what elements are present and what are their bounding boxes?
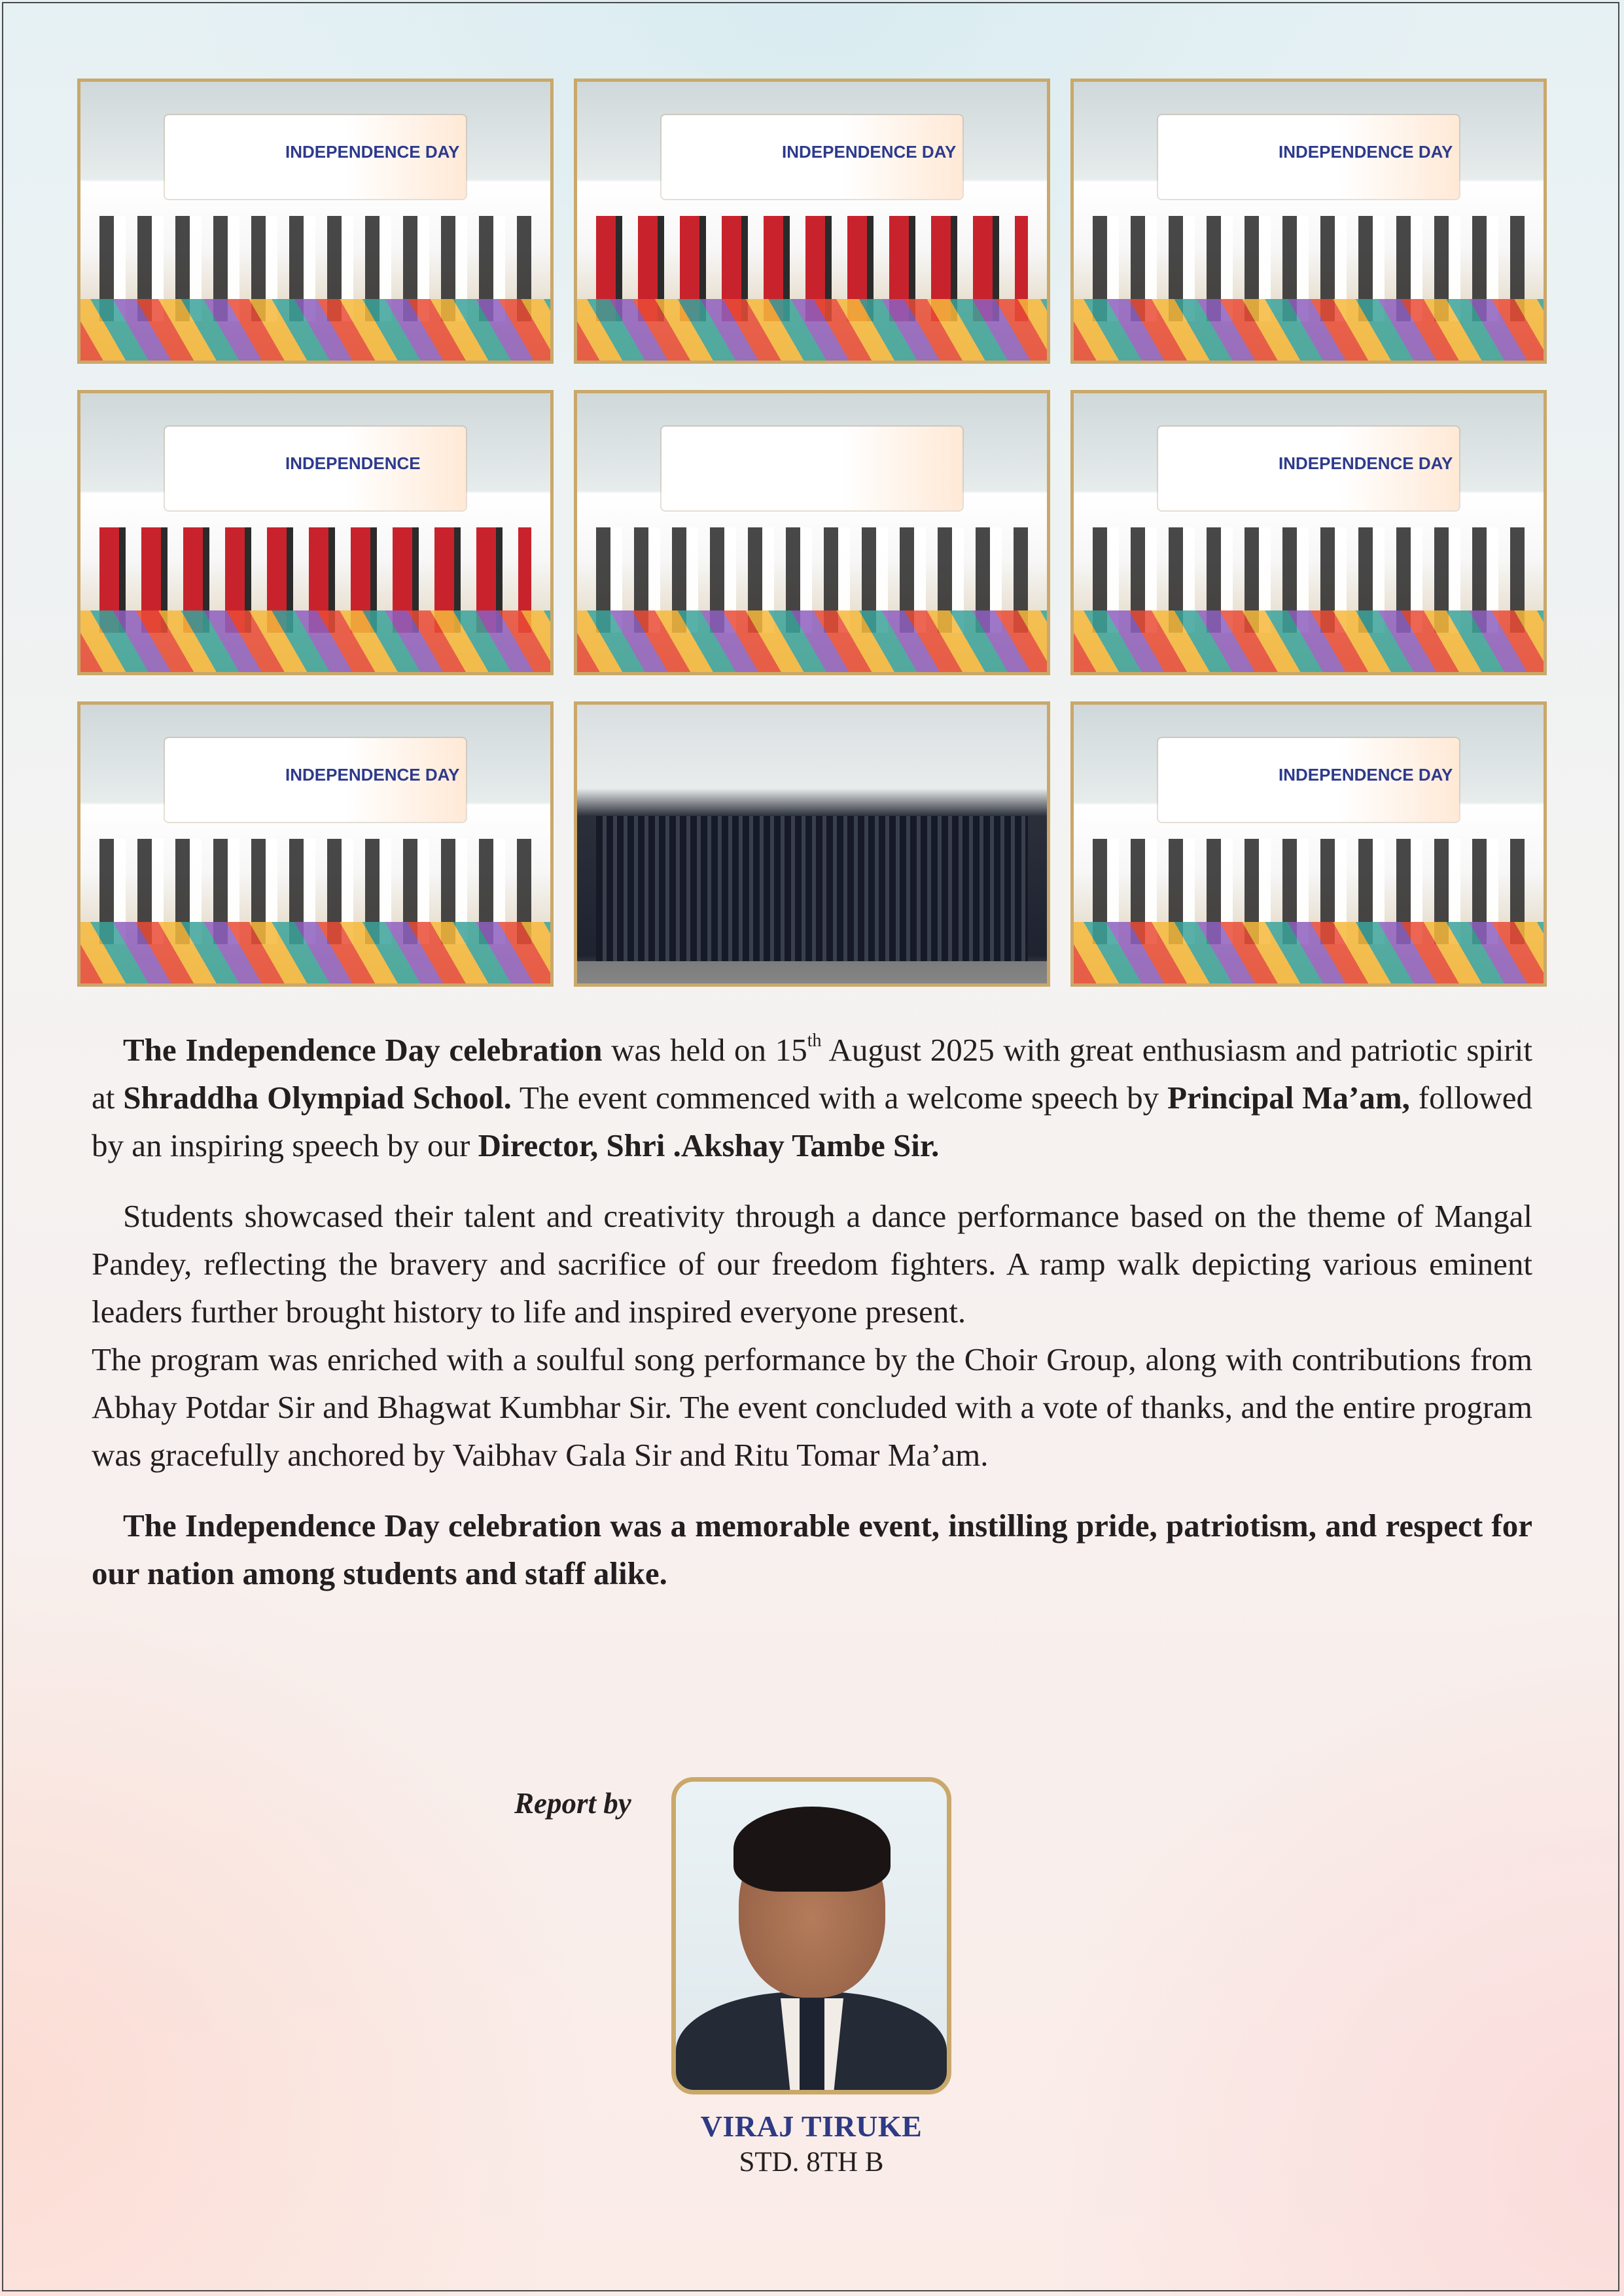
photo-banner bbox=[165, 115, 466, 199]
hair bbox=[733, 1807, 891, 1892]
stage-carpet bbox=[80, 922, 550, 983]
ordinal-suffix: th bbox=[807, 1031, 822, 1051]
banner-text: INDEPENDENCE DAY bbox=[1279, 765, 1453, 785]
banner-text: INDEPENDENCE DAY bbox=[1279, 453, 1453, 473]
paragraph-intro bbox=[92, 1026, 1532, 1169]
article-body bbox=[92, 1026, 1532, 1597]
highlight-text: The Independence Day celebration bbox=[123, 1032, 603, 1068]
reporter-class: STD. 8TH B bbox=[739, 2147, 884, 2178]
photo-banner bbox=[1158, 427, 1459, 510]
event-photo bbox=[1070, 79, 1547, 364]
paragraph-performances: Students showcased their talent and creativity through a dance performance based on the theme of Mangal Pandey, reflecting the bravery and sacrifice of our freedom fighters. A ramp walk depicting various eminent leaders further brought history to life and inspired everyone present. bbox=[92, 1198, 1532, 1330]
paragraph-program: The program was enriched with a soulful song performance by the Choir Group, along with contributions from Abhay Potdar Sir and Bhagwat Kumbhar Sir. The event concluded with a vote of thanks, and the entire program was gracefully anchored by Vaibhav Gala Sir and Ritu Tomar Ma’am. bbox=[92, 1341, 1532, 1473]
event-photo bbox=[77, 79, 554, 364]
event-photo bbox=[574, 79, 1050, 364]
reporter-photo bbox=[671, 1777, 951, 2094]
stage-carpet bbox=[577, 299, 1047, 361]
banner-text: INDEPENDENCE DAY bbox=[782, 142, 957, 162]
photo-banner bbox=[165, 427, 466, 510]
director-name: Director, Shri .Akshay Tambe Sir. bbox=[478, 1127, 940, 1163]
assembly-students bbox=[596, 816, 1029, 961]
ground bbox=[577, 961, 1047, 983]
report-by-label: Report by bbox=[514, 1787, 631, 1820]
photo-banner bbox=[662, 427, 962, 510]
shirt-tie bbox=[781, 1998, 843, 2090]
banner-text: INDEPENDENCE DAY bbox=[285, 142, 460, 162]
photo-banner bbox=[1158, 738, 1459, 822]
event-photo bbox=[1070, 701, 1547, 987]
stage-carpet bbox=[80, 299, 550, 361]
stage-carpet bbox=[1074, 610, 1544, 672]
text: followed by an inspiring speech by our bbox=[92, 1080, 1532, 1163]
stage-carpet bbox=[577, 610, 1047, 672]
event-photo bbox=[574, 390, 1050, 675]
event-photo bbox=[1070, 390, 1547, 675]
photo-banner bbox=[165, 738, 466, 822]
paragraph-conclusion: The Independence Day celebration was a memorable event, instilling pride, patriotism, and respect for our nation among students and staff alike. bbox=[92, 1508, 1532, 1591]
banner-text: INDEPENDENCE DAY bbox=[285, 765, 460, 785]
stage-carpet bbox=[80, 610, 550, 672]
banner-text: INDEPENDENCE DAY bbox=[1279, 142, 1453, 162]
assembly-photo bbox=[574, 701, 1050, 987]
reporter-name: VIRAJ TIRUKE bbox=[700, 2110, 923, 2143]
photo-banner bbox=[1158, 115, 1459, 199]
text: The event commenced with a welcome speech by bbox=[511, 1080, 1168, 1116]
photo-grid bbox=[77, 79, 1547, 785]
principal-name: Principal Ma’am, bbox=[1167, 1080, 1410, 1116]
text: August 2025 with great enthusiasm and patriotic spirit at bbox=[92, 1032, 1532, 1116]
text: was held on 15 bbox=[602, 1032, 807, 1068]
event-photo bbox=[77, 701, 554, 987]
school-name: Shraddha Olympiad School. bbox=[123, 1080, 512, 1116]
photo-banner bbox=[662, 115, 962, 199]
banner-text: INDEPENDENCE bbox=[285, 453, 421, 473]
stage-carpet bbox=[1074, 922, 1544, 983]
event-photo bbox=[77, 390, 554, 675]
stage-carpet bbox=[1074, 299, 1544, 361]
